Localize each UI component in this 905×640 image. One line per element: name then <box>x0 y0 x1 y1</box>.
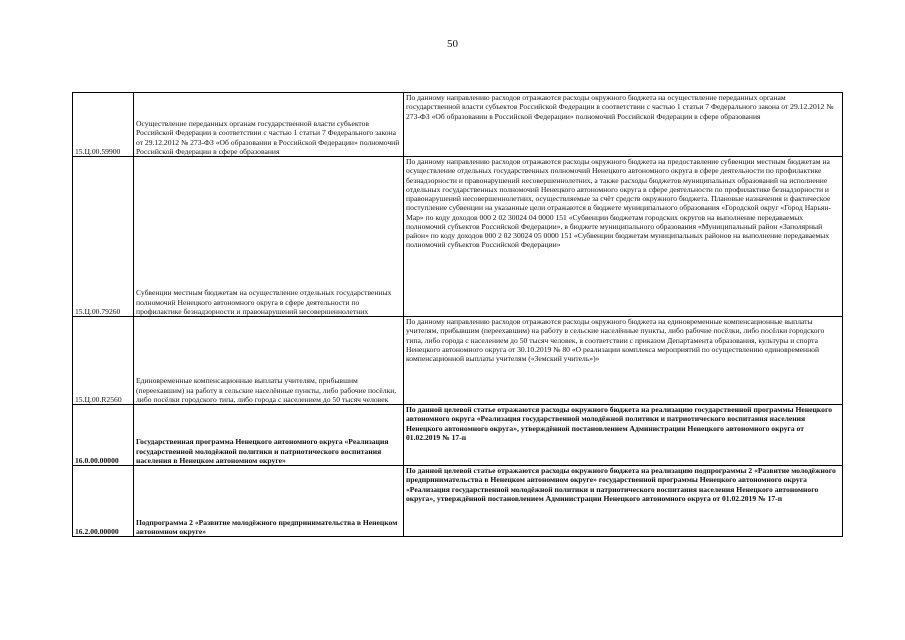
target-code-cell: 15.Ц.00.79260 <box>73 157 134 317</box>
target-name-cell: Государственная программа Ненецкого автономного округа «Реализация государственной молодёжной политики и патриотического воспитания населения в Ненецком автономном округе» <box>134 405 404 466</box>
target-description-cell: По данной целевой статье отражаются расходы окружного бюджета на реализацию государственной программы Ненецкого автономного округа «Реализация государственной молодёжной политики и патриотического воспитания населения Ненецкого автономного округа», утверждённой постановлением Администрации Ненецкого автономного округа от 01.02.2019 № 17-п <box>404 405 843 466</box>
target-description-cell: По данному направлению расходов отражаются расходы окружного бюджета на осуществление переданных органам государственной власти субъектов Российской Федерации в соответствии с частью 1 статьи 7 Федерального закона от 29.12.2012 № 273-ФЗ «Об образовании в Российской Федерации» полномочий Российской Федерации в сфере образования <box>404 93 843 157</box>
target-articles-table <box>72 92 843 537</box>
target-code-cell: 16.2.00.00000 <box>73 466 134 537</box>
target-name-cell: Единовременные компенсационные выплаты учителям, прибывшим (переехавшим) на работу в сельские населённые пункты, либо рабочие посёлки, либо посёлки городского типа, либо города с населением до 50 тысяч человек <box>134 317 404 405</box>
target-code-cell: 16.0.00.00000 <box>73 405 134 466</box>
table-row <box>73 157 843 317</box>
target-code-cell: 15.Ц.00.R2560 <box>73 317 134 405</box>
target-description-cell: По данному направлению расходов отражаются расходы окружного бюджета на единовременные компенсационные выплаты учителям, прибывшим (переехавшим) на работу в сельские населённые пункты, либо рабочие посёлки, либо посёлки городского типа, либо города с населением до 50 тысяч человек, в соответствии с приказом Департамента образования, культуры и спорта Ненецкого автономного округа от 30.10.2019 № 80 «О реализации комплекса мероприятий по осуществлению единовременной компенсационной выплаты учителям («Земский учитель»)» <box>404 317 843 405</box>
target-name-cell: Подпрограмма 2 «Развитие молодёжного предпринимательства в Ненецком автономном округе» <box>134 466 404 537</box>
table-row <box>73 93 843 157</box>
target-description-cell: По данному направлению расходов отражаются расходы окружного бюджета на предоставление субвенции местным бюджетам на осуществление отдельных государственных полномочий Ненецкого автономного округа в сфере деятельности по профилактике безнадзорности и правонарушений несовершеннолетних, а также расходы бюджетов муниципальных образований на исполнение отдельных государственных полномочий Ненецкого автономного округа в сфере деятельности по профилактике безнадзорности и правонарушений несовершеннолетних, осуществляемые за счёт средств окружного бюджета. Плановые назначения и фактическое поступление субвенции на указанные цели отражаются в бюджете муниципального образования «Городской округ «Город Нарьян-Мар» по коду доходов 000 2 02 30024 04 0000 151 «Субвенции бюджетам городских округов на выполнение передаваемых полномочий субъектов Российской Федерации», в бюджете муниципального образования «Муниципальный район «Заполярный район» по коду доходов 000 2 02 30024 05 0000 151 «Субвенции бюджетам муниципальных районов на выполнение передаваемых полномочий субъектов Российской Федерации» <box>404 157 843 317</box>
page-number: 50 <box>447 38 458 50</box>
target-name-cell: Субвенции местным бюджетам на осуществление отдельных государственных полномочий Ненецкого автономного округа в сфере деятельности по профилактике безнадзорности и правонарушений несовершеннолетних <box>134 157 404 317</box>
target-name-cell: Осуществление переданных органам государственной власти субъектов Российской Федерации в соответствии с частью 1 статьи 7 Федерального закона от 29.12.2012 № 273-ФЗ «Об образовании в Российской Федерации» полномочий Российской Федерации в сфере образования <box>134 93 404 157</box>
table-row <box>73 405 843 466</box>
target-description-cell: По данной целевой статье отражаются расходы окружного бюджета на реализацию подпрограммы 2 «Развитие молодёжного предпринимательства в Ненецком автономном округе» государственной программы Ненецкого автономного округа «Реализация государственной молодёжной политики и патриотического воспитания населения Ненецкого автономного округа», утверждённой постановлением Администрации Ненецкого автономного округа от 01.02.2019 № 17-п <box>404 466 843 537</box>
table-row <box>73 317 843 405</box>
table-row <box>73 466 843 537</box>
target-code-cell: 15.Ц.00.59900 <box>73 93 134 157</box>
